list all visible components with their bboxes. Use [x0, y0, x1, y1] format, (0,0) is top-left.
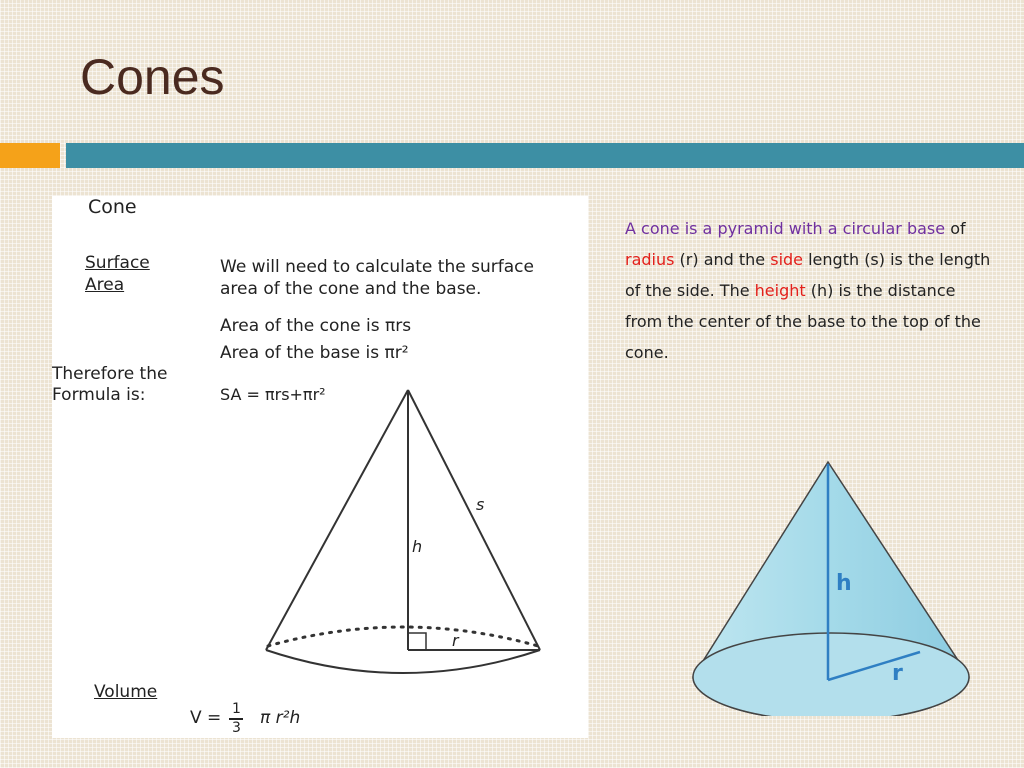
surface-area-formula: SA = πrs+πr² [220, 385, 326, 404]
base-area-text: Area of the base is πr² [220, 343, 409, 363]
slide-title: Cones [80, 49, 225, 105]
slant-label-s: s [476, 495, 485, 514]
description-height-word: height [754, 281, 806, 300]
volume-label: Volume [94, 682, 158, 702]
description-part6: length (s) is the length of the side. The [625, 250, 991, 300]
surface-area-intro-line2: area of the cone and the base. [220, 279, 482, 299]
cone-description [625, 213, 997, 368]
surface-area-label-line2: Area [85, 275, 125, 295]
cone-line-diagram [52, 196, 588, 738]
therefore-text-line2: Formula is: [52, 385, 146, 405]
volume-formula-rest: π r²h [260, 708, 301, 728]
shaded-cone-r-label: r [892, 661, 903, 686]
radius-label-r: r [452, 631, 459, 650]
teal-accent-bar [66, 143, 1024, 168]
shaded-cone-figure [688, 458, 972, 716]
therefore-text-line1: Therefore the [52, 364, 168, 384]
shaded-cone-svg [688, 458, 972, 716]
volume-fraction-numerator: 1 [232, 701, 241, 717]
volume-fraction-denominator: 3 [232, 720, 241, 736]
height-label-h: h [412, 537, 423, 556]
orange-accent-block [0, 143, 60, 168]
surface-area-label-line1: Surface [85, 253, 150, 273]
description-part2: of [945, 219, 966, 238]
description-part4: (r) and the [674, 250, 771, 269]
volume-prefix: V = [190, 708, 222, 728]
shaded-cone-h-label: h [836, 571, 852, 596]
figure-heading: Cone [88, 196, 137, 218]
surface-area-intro-line1: We will need to calculate the surface [220, 257, 534, 277]
cone-area-text: Area of the cone is πrs [220, 316, 412, 336]
description-radius-word: radius [625, 250, 675, 269]
description-part8: (h) is the distance from the center of the base to the top of the cone. [625, 281, 981, 362]
cone-formula-figure [52, 196, 588, 738]
description-side-word: side [770, 250, 804, 269]
description-part1: A cone is a pyramid with a circular base [625, 219, 946, 238]
